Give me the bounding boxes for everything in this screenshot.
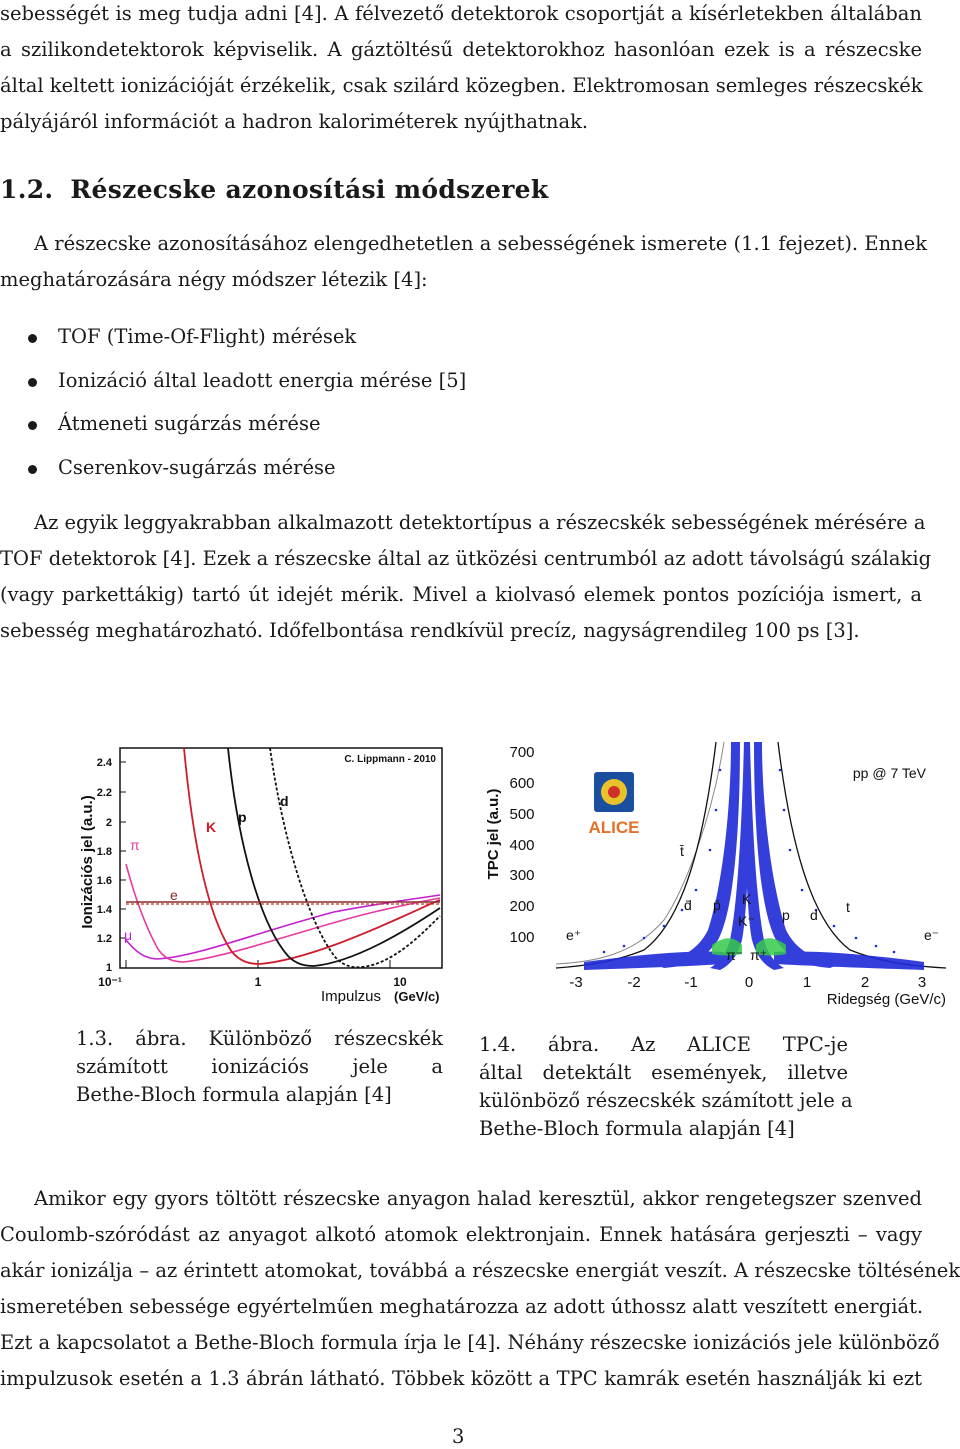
particle-label: p̄ [713,897,721,913]
alice-logo [589,772,640,837]
particle-label: π⁻ [726,947,744,963]
particle-label: t [846,899,850,915]
text-line: (vagy parkettákig) tartó út idejét mérik. Mivel a kiolvasó elemek pontos pozíciója ismert, a [0,583,922,606]
kaon-label: K [206,819,217,835]
bullet-icon [28,334,37,343]
section-number: 1.2. [0,175,54,204]
x-tick-label: 1 [254,975,262,989]
particle-label: t̄ [680,843,684,859]
particle-label: p [782,907,790,923]
text-line: sebesség meghatározható. Időfelbontása rendkívül precíz, nagyságrendileg 100 ps [3]. [0,619,860,642]
y-tick-label: 1.8 [96,846,112,858]
caption-line: által detektált események, illetve [479,1061,848,1084]
text-line: által keltett ionizációját érzékelik, csak szilárd közegben. Elektromosan semleges részecskék [0,74,923,97]
particle-label: K⁻ [738,913,755,929]
y-tick-label: 1 [105,962,112,974]
paragraph-top [0,0,922,140]
method-list [28,320,466,494]
x-tick-label: -1 [684,974,698,991]
particle-label: d [810,907,818,923]
y-tick-label: 400 [509,837,535,854]
particle-label: d̄ [684,897,692,913]
alice-tpc-plot [484,740,954,1010]
list-item-text: Cserenkov-sugárzás mérése [58,455,336,479]
figure-caption-1-3 [76,1025,443,1109]
text-line: Az egyik leggyakrabban alkalmazott detektortípus a részecskék sebességének mérésére a [34,511,926,534]
x-axis-label: Ridegség (GeV/c) [826,991,946,1008]
y-tick-label: 300 [509,867,535,884]
y-tick-label: 200 [509,898,535,915]
y-tick-label: 2.4 [96,757,112,769]
x-tick-label: -3 [569,974,583,991]
caption-line: Bethe-Bloch formula alapján [4] [76,1083,392,1106]
list-item-text: Ionizáció által leadott energia mérése [5] [58,368,467,392]
caption-line: különböző részecskék számított jele a [479,1089,853,1112]
x-axis-unit: (GeV/c) [394,989,440,1004]
text-line: Amikor egy gyors töltött részecske anyagon halad keresztül, akkor rengetegszer szenved [34,1187,922,1210]
section-heading [0,175,549,204]
particle-label: π⁺ [750,947,768,963]
text-line: Ezt a kapcsolatot a Bethe-Bloch formula írja le [4]. Néhány részecske ionizációs jele különböző [0,1331,940,1354]
collision-label: pp @ 7 TeV [852,765,926,781]
deuteron-label: d [280,793,289,809]
caption-line: számított ionizációs jele a [76,1055,443,1078]
list-item [28,407,466,451]
paragraph-tof [0,505,932,649]
pion-label: π [130,837,140,853]
paragraph-intro [0,226,928,298]
text-line: Coulomb-szóródást az anyagot alkotó atomok elektronjain. Ennek hatására gerjeszti – vagy [0,1223,922,1246]
caption-line: 1.4. ábra. Az ALICE TPC-je [479,1033,848,1056]
muon-label: μ [124,927,133,943]
x-tick-label: -2 [627,974,641,991]
curve-pion [126,864,440,962]
page-number: 3 [452,1425,465,1448]
list-item [28,364,466,408]
list-item-text: TOF (Time-Of-Flight) mérések [58,325,357,348]
y-tick-label: 600 [509,775,535,792]
caption-line: Bethe-Bloch formula alapján [4] [479,1117,795,1140]
figure-bethe-bloch [74,744,452,1006]
list-item [28,451,466,495]
text-line: ismeretében sebessége egyértelműen meghatározza az adott úthossz alatt veszített energiát. [0,1295,924,1318]
particle-label: e⁻ [924,927,940,943]
y-tick-label: 700 [509,744,535,761]
x-tick-label: 2 [860,974,870,991]
y-tick-label: 2.2 [96,787,112,799]
text-line: impulzusok esetén a 1.3 ábrán látható. Többek között a TPC kamrák esetén használják ki ezt [0,1367,922,1390]
list-item-text: Átmeneti sugárzás mérése [58,412,321,435]
figure-alice-tpc [484,740,954,1010]
bullet-icon [28,465,37,474]
text-line: akár ionizálja – az érintett atomokat, továbbá a részecske energiát veszít. A részecske töltésének [0,1259,960,1282]
text-line: a szilikondetektorok képviselik. A gáztöltésű detektorokhoz hasonlóan ezek is a részecske [0,38,922,61]
electron-label: e [170,887,178,903]
proton-label: p [238,809,247,825]
list-item [28,320,466,364]
x-tick-label: 1 [802,974,812,991]
text-line: sebességét is meg tudja adni [4]. A félvezető detektorok csoportját a kísérletekben általában [0,2,922,25]
bullet-icon [28,421,37,430]
text-line: pályájáról információt a hadron kaloriméterek nyújthatnak. [0,110,589,133]
y-tick-label: 1.4 [96,904,112,916]
y-axis-label: Ionizációs jel (a.u.) [79,795,96,929]
logo-text: ALICE [588,818,640,837]
figure-caption-1-4 [479,1031,853,1143]
section-title: Részecske azonosítási módszerek [70,175,549,204]
x-tick-label: 10⁻¹ [98,975,122,989]
x-tick-label: 10 [393,975,407,989]
y-tick-label: 1.2 [96,933,112,945]
y-tick-label: 100 [509,929,535,946]
plot-frame [120,748,442,968]
y-tick-label: 2 [105,817,112,829]
credit-label: C. Lippmann - 2010 [344,754,436,765]
y-tick-label: 500 [509,806,535,823]
y-tick-label: 1.6 [96,875,112,887]
y-axis-label: TPC jel (a.u.) [485,788,502,880]
text-line: meghatározására négy módszer létezik [4]: [0,268,428,291]
paragraph-bottom [0,1181,960,1397]
bullet-icon [28,378,37,387]
caption-line: 1.3. ábra. Különböző részecskék [76,1027,443,1050]
text-line: TOF detektorok [4]. Ezek a részecske által az ütközési centrumból az adott távolságú szálakig [0,547,932,570]
x-tick-label: 0 [744,974,754,991]
particle-label: K [742,891,752,907]
text-line: A részecske azonosításához elengedhetetlen a sebességének ismerete (1.1 fejezet). Ennek [34,232,928,255]
particle-label: e⁺ [566,927,582,943]
x-tick-label: 3 [917,974,927,991]
bethe-bloch-plot [74,744,452,1006]
x-axis-label: Impulzus [321,988,382,1005]
